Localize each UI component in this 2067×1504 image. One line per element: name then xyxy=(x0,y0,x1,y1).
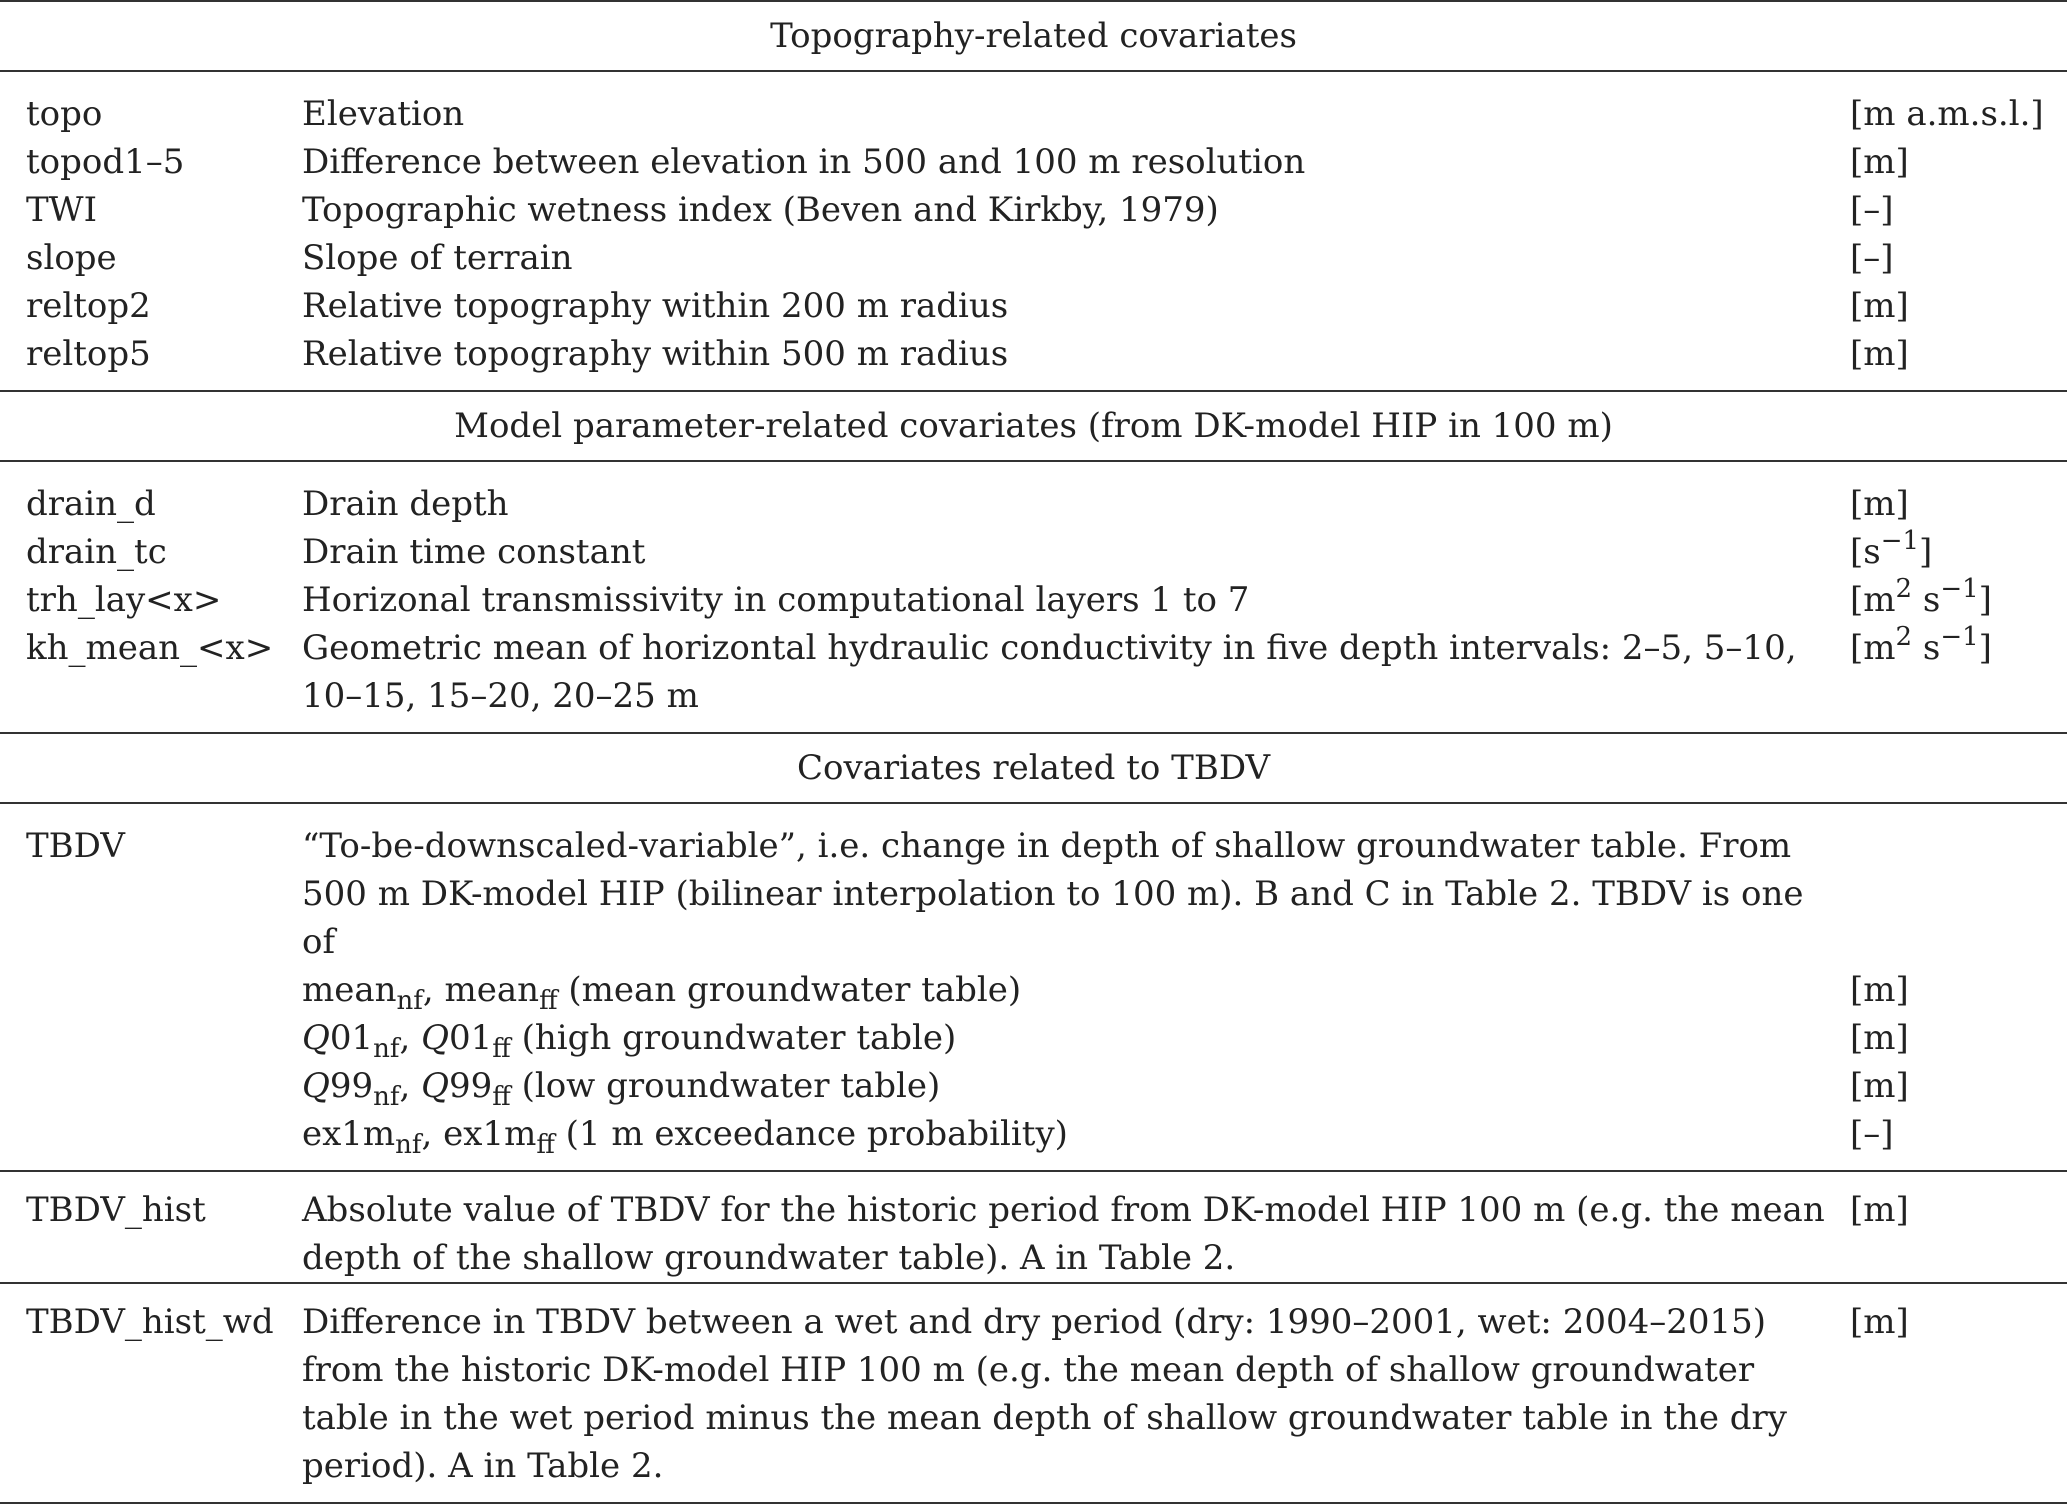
tbdv-variant: $ex1m_{nf}$, $ex1m_{ff}$ (1 m exceedance probability) xyxy=(302,1114,1068,1160)
unit-close: ] xyxy=(1978,628,1992,668)
unit-base: [s xyxy=(1850,532,1881,572)
unit-exponent: 2 xyxy=(1895,574,1913,604)
covariate-unit xyxy=(1850,576,2067,624)
covariate-unit: [m a.m.s.l.] xyxy=(1850,94,2044,134)
table-row xyxy=(0,186,2067,234)
covariate-description: Relative topography within 200 m radius xyxy=(302,286,1009,326)
table-row xyxy=(0,138,2067,186)
table-row xyxy=(0,1171,2067,1283)
covariate-description: “To-be-downscaled-variable”, i.e. change in depth of shallow groundwater table. From 500 m DK-model HIP (bilinear interpolation to 100 m). B and C in Table 2. TBDV is one of xyxy=(302,826,1804,962)
section-header-label: Topography-related covariates xyxy=(0,1,2067,71)
covariate-description: Difference in TBDV between a wet and dry period (dry: 1990–2001, wet: 2004–2015) from the historic DK-model HIP 100 m (e.g. the mean depth of shallow groundwater table in the wet period minus the mean depth of shallow groundwater table in the dry period). A in Table 2. xyxy=(302,1283,1850,1503)
covariate-symbol: TBDV xyxy=(26,826,125,866)
covariate-symbol: reltop5 xyxy=(26,334,151,374)
covariate-symbol: topo xyxy=(26,94,103,134)
covariate-description: Topographic wetness index (Beven and Kirkby, 1979) xyxy=(302,190,1219,230)
table-row xyxy=(0,461,2067,528)
table-row xyxy=(0,1014,2067,1062)
unit-exponent: −1 xyxy=(1940,622,1979,652)
table-row xyxy=(0,966,2067,1014)
unit-base: [m xyxy=(1850,628,1896,668)
covariate-symbol: TBDV_hist xyxy=(0,1171,302,1283)
covariate-symbol: topod1–5 xyxy=(26,142,185,182)
unit-mid: s xyxy=(1912,580,1941,620)
covariate-symbol: drain_tc xyxy=(26,532,167,572)
covariate-unit: [m] xyxy=(1850,970,1909,1010)
covariate-symbol: drain_d xyxy=(26,484,156,524)
covariate-unit: [m] xyxy=(1850,286,1909,326)
covariate-unit: [m] xyxy=(1850,484,1909,524)
table-row xyxy=(0,71,2067,138)
table-row xyxy=(0,1110,2067,1171)
covariate-symbol: reltop2 xyxy=(26,286,151,326)
covariate-description: Geometric mean of horizontal hydraulic conductivity in five depth intervals: 2–5, 5–10, 10–15, 15–20, 20–25 m xyxy=(302,628,1797,716)
covariate-unit: [m] xyxy=(1850,1171,2067,1283)
covariate-description: Elevation xyxy=(302,94,465,134)
covariate-unit: [m] xyxy=(1850,334,1909,374)
table-row xyxy=(0,803,2067,966)
tbdv-variant: $Q01_{nf}$, $Q01_{ff}$ (high groundwater table) xyxy=(302,1018,957,1064)
unit-exponent: −1 xyxy=(1880,526,1920,556)
table-row xyxy=(0,624,2067,733)
covariate-description: Relative topography within 500 m radius xyxy=(302,334,1009,374)
covariate-description: Horizonal transmissivity in computational layers 1 to 7 xyxy=(302,580,1250,620)
covariate-symbol: kh_mean_<x> xyxy=(26,628,274,668)
tbdv-variant: $Q99_{nf}$, $Q99_{ff}$ (low groundwater table) xyxy=(302,1066,941,1112)
covariate-symbol: TWI xyxy=(26,190,98,230)
unit-mid: s xyxy=(1912,628,1941,668)
covariate-unit: [m] xyxy=(1850,1283,2067,1503)
table-row xyxy=(0,282,2067,330)
section-header-topography xyxy=(0,1,2067,71)
table-row xyxy=(0,234,2067,282)
section-header-tbdv xyxy=(0,733,2067,803)
unit-close: ] xyxy=(1919,532,1933,572)
section-header-label: Covariates related to TBDV xyxy=(0,733,2067,803)
covariate-unit: [–] xyxy=(1850,190,1894,230)
covariate-unit: [–] xyxy=(1850,1114,1894,1154)
covariate-unit: [m] xyxy=(1850,1066,1909,1106)
table-row xyxy=(0,528,2067,576)
covariate-description: Drain depth xyxy=(302,484,509,524)
unit-exponent: −1 xyxy=(1940,574,1979,604)
covariate-unit: [m] xyxy=(1850,142,1909,182)
covariate-unit: [m] xyxy=(1850,1018,1909,1058)
table-row xyxy=(0,1283,2067,1503)
unit-base: [m xyxy=(1850,580,1896,620)
covariate-symbol: trh_lay<x> xyxy=(26,580,222,620)
unit-exponent: 2 xyxy=(1895,622,1913,652)
section-header-label: Model parameter-related covariates (from DK-model HIP in 100 m) xyxy=(0,391,2067,461)
covariate-symbol: slope xyxy=(26,238,117,278)
tbdv-variant: mean$_{nf}$, mean$_{ff}$ (mean groundwater table) xyxy=(302,970,1022,1016)
covariate-unit xyxy=(1850,528,2067,576)
unit-close: ] xyxy=(1978,580,1992,620)
covariate-unit xyxy=(1850,624,2067,733)
table-row xyxy=(0,1062,2067,1110)
covariate-description: Slope of terrain xyxy=(302,238,573,278)
covariate-symbol: TBDV_hist_wd xyxy=(0,1283,302,1503)
covariate-description: Difference between elevation in 500 and 100 m resolution xyxy=(302,142,1306,182)
covariate-description: Drain time constant xyxy=(302,532,646,572)
table-row xyxy=(0,330,2067,391)
covariate-unit: [–] xyxy=(1850,238,1894,278)
section-header-model-parameters xyxy=(0,391,2067,461)
covariate-description: Absolute value of TBDV for the historic period from DK-model HIP 100 m (e.g. the mean depth of the shallow groundwater table). A in Table 2. xyxy=(302,1171,1850,1283)
table-row xyxy=(0,576,2067,624)
